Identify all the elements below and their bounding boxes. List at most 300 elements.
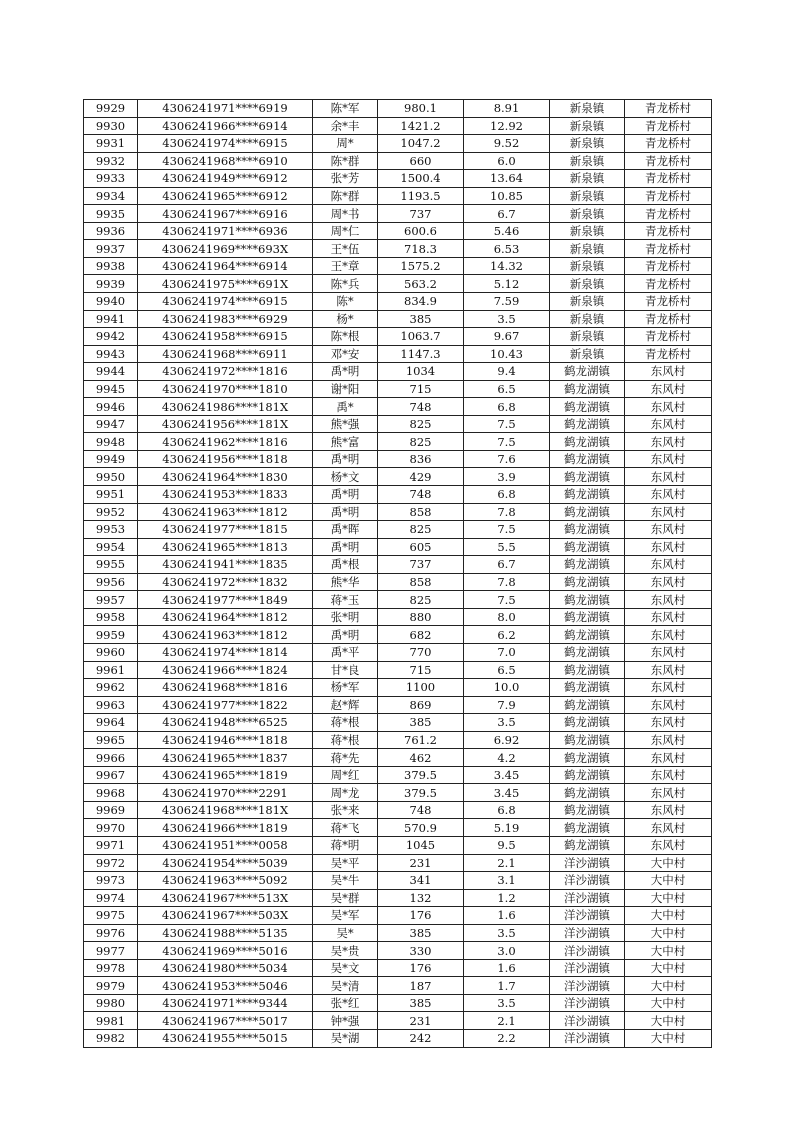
subsidy-cell: 7.6 — [464, 450, 550, 468]
amount-cell: 385 — [378, 924, 464, 942]
row-number-cell: 9973 — [84, 872, 138, 890]
subsidy-cell: 3.0 — [464, 942, 550, 960]
town-cell: 鹤龙湖镇 — [550, 415, 625, 433]
id-number-cell: 4306241969****693X — [138, 240, 313, 258]
subsidy-cell: 7.5 — [464, 433, 550, 451]
town-cell: 洋沙湖镇 — [550, 1012, 625, 1030]
name-cell: 陈*根 — [313, 328, 378, 346]
subsidy-cell: 3.45 — [464, 766, 550, 784]
village-cell: 东风村 — [625, 503, 712, 521]
amount-cell: 1047.2 — [378, 135, 464, 153]
name-cell: 周*仁 — [313, 222, 378, 240]
row-number-cell: 9951 — [84, 486, 138, 504]
amount-cell: 379.5 — [378, 766, 464, 784]
subsidy-cell: 1.2 — [464, 889, 550, 907]
id-number-cell: 4306241941****1835 — [138, 556, 313, 574]
town-cell: 新泉镇 — [550, 117, 625, 135]
village-cell: 大中村 — [625, 942, 712, 960]
town-cell: 洋沙湖镇 — [550, 872, 625, 890]
amount-cell: 869 — [378, 696, 464, 714]
name-cell: 陈*军 — [313, 100, 378, 118]
row-number-cell: 9939 — [84, 275, 138, 293]
amount-cell: 429 — [378, 468, 464, 486]
subsidy-cell: 6.0 — [464, 152, 550, 170]
town-cell: 洋沙湖镇 — [550, 1029, 625, 1047]
id-number-cell: 4306241956****181X — [138, 415, 313, 433]
name-cell: 禹*平 — [313, 643, 378, 661]
id-number-cell: 4306241963****1812 — [138, 626, 313, 644]
table-row — [84, 117, 712, 135]
id-number-cell: 4306241975****691X — [138, 275, 313, 293]
amount-cell: 1100 — [378, 679, 464, 697]
row-number-cell: 9938 — [84, 257, 138, 275]
id-number-cell: 4306241972****1816 — [138, 363, 313, 381]
row-number-cell: 9982 — [84, 1029, 138, 1047]
subsidy-cell: 10.43 — [464, 345, 550, 363]
name-cell: 禹*明 — [313, 538, 378, 556]
table-row — [84, 275, 712, 293]
town-cell: 新泉镇 — [550, 187, 625, 205]
row-number-cell: 9930 — [84, 117, 138, 135]
subsidy-cell: 7.5 — [464, 591, 550, 609]
row-number-cell: 9980 — [84, 994, 138, 1012]
village-cell: 大中村 — [625, 959, 712, 977]
row-number-cell: 9944 — [84, 363, 138, 381]
table-row — [84, 889, 712, 907]
table-row — [84, 310, 712, 328]
subsidy-cell: 6.7 — [464, 556, 550, 574]
subsidy-cell: 7.59 — [464, 293, 550, 311]
id-number-cell: 4306241964****1812 — [138, 608, 313, 626]
id-number-cell: 4306241967****513X — [138, 889, 313, 907]
name-cell: 吴*军 — [313, 907, 378, 925]
amount-cell: 748 — [378, 801, 464, 819]
id-number-cell: 4306241963****5092 — [138, 872, 313, 890]
village-cell: 大中村 — [625, 872, 712, 890]
town-cell: 鹤龙湖镇 — [550, 398, 625, 416]
village-cell: 东风村 — [625, 450, 712, 468]
row-number-cell: 9979 — [84, 977, 138, 995]
name-cell: 陈* — [313, 293, 378, 311]
id-number-cell: 4306241969****5016 — [138, 942, 313, 960]
village-cell: 青龙桥村 — [625, 328, 712, 346]
subsidy-cell: 9.52 — [464, 135, 550, 153]
table-row — [84, 187, 712, 205]
subsidy-cell: 14.32 — [464, 257, 550, 275]
row-number-cell: 9945 — [84, 380, 138, 398]
id-number-cell: 4306241977****1849 — [138, 591, 313, 609]
row-number-cell: 9946 — [84, 398, 138, 416]
town-cell: 鹤龙湖镇 — [550, 696, 625, 714]
table-row — [84, 661, 712, 679]
village-cell: 东风村 — [625, 714, 712, 732]
table-row — [84, 714, 712, 732]
town-cell: 鹤龙湖镇 — [550, 766, 625, 784]
subsidy-cell: 3.5 — [464, 994, 550, 1012]
subsidy-cell: 3.5 — [464, 714, 550, 732]
table-row — [84, 1012, 712, 1030]
village-cell: 东风村 — [625, 626, 712, 644]
village-cell: 东风村 — [625, 836, 712, 854]
id-number-cell: 4306241965****1819 — [138, 766, 313, 784]
village-cell: 东风村 — [625, 380, 712, 398]
table-row — [84, 328, 712, 346]
amount-cell: 880 — [378, 608, 464, 626]
subsidy-cell: 6.8 — [464, 801, 550, 819]
table-row — [84, 784, 712, 802]
amount-cell: 682 — [378, 626, 464, 644]
amount-cell: 570.9 — [378, 819, 464, 837]
row-number-cell: 9966 — [84, 749, 138, 767]
name-cell: 禹*明 — [313, 503, 378, 521]
subsidy-cell: 7.5 — [464, 521, 550, 539]
name-cell: 邓*安 — [313, 345, 378, 363]
table-row — [84, 696, 712, 714]
id-number-cell: 4306241974****6915 — [138, 135, 313, 153]
id-number-cell: 4306241955****5015 — [138, 1029, 313, 1047]
id-number-cell: 4306241968****6911 — [138, 345, 313, 363]
id-number-cell: 4306241970****1810 — [138, 380, 313, 398]
id-number-cell: 4306241954****5039 — [138, 854, 313, 872]
town-cell: 鹤龙湖镇 — [550, 556, 625, 574]
id-number-cell: 4306241974****6915 — [138, 293, 313, 311]
row-number-cell: 9929 — [84, 100, 138, 118]
row-number-cell: 9933 — [84, 170, 138, 188]
row-number-cell: 9931 — [84, 135, 138, 153]
id-number-cell: 4306241971****9344 — [138, 994, 313, 1012]
table-row — [84, 679, 712, 697]
village-cell: 大中村 — [625, 907, 712, 925]
amount-cell: 242 — [378, 1029, 464, 1047]
row-number-cell: 9956 — [84, 573, 138, 591]
table-row — [84, 749, 712, 767]
table-row — [84, 731, 712, 749]
village-cell: 东风村 — [625, 749, 712, 767]
table-row — [84, 907, 712, 925]
subsidy-cell: 2.2 — [464, 1029, 550, 1047]
town-cell: 新泉镇 — [550, 222, 625, 240]
village-cell: 东风村 — [625, 521, 712, 539]
table-row — [84, 521, 712, 539]
subsidy-cell: 5.5 — [464, 538, 550, 556]
town-cell: 新泉镇 — [550, 257, 625, 275]
table-row — [84, 433, 712, 451]
subsidy-cell: 6.92 — [464, 731, 550, 749]
subsidy-cell: 2.1 — [464, 854, 550, 872]
name-cell: 蒋*先 — [313, 749, 378, 767]
id-number-cell: 4306241966****1819 — [138, 819, 313, 837]
town-cell: 新泉镇 — [550, 310, 625, 328]
name-cell: 谢*阳 — [313, 380, 378, 398]
row-number-cell: 9960 — [84, 643, 138, 661]
subsidy-cell: 3.5 — [464, 310, 550, 328]
id-number-cell: 4306241946****1818 — [138, 731, 313, 749]
town-cell: 鹤龙湖镇 — [550, 749, 625, 767]
table-row — [84, 380, 712, 398]
subsidy-cell: 6.7 — [464, 205, 550, 223]
town-cell: 新泉镇 — [550, 100, 625, 118]
name-cell: 吴*湖 — [313, 1029, 378, 1047]
name-cell: 熊*强 — [313, 415, 378, 433]
village-cell: 青龙桥村 — [625, 135, 712, 153]
subsidy-cell: 3.9 — [464, 468, 550, 486]
town-cell: 鹤龙湖镇 — [550, 731, 625, 749]
village-cell: 青龙桥村 — [625, 187, 712, 205]
town-cell: 洋沙湖镇 — [550, 977, 625, 995]
village-cell: 东风村 — [625, 415, 712, 433]
table-row — [84, 977, 712, 995]
village-cell: 大中村 — [625, 1029, 712, 1047]
row-number-cell: 9965 — [84, 731, 138, 749]
subsidy-cell: 9.67 — [464, 328, 550, 346]
town-cell: 鹤龙湖镇 — [550, 468, 625, 486]
town-cell: 鹤龙湖镇 — [550, 573, 625, 591]
name-cell: 陈*兵 — [313, 275, 378, 293]
amount-cell: 176 — [378, 959, 464, 977]
subsidy-cell: 1.6 — [464, 959, 550, 977]
village-cell: 东风村 — [625, 696, 712, 714]
amount-cell: 1147.3 — [378, 345, 464, 363]
subsidy-cell: 6.5 — [464, 380, 550, 398]
row-number-cell: 9981 — [84, 1012, 138, 1030]
town-cell: 鹤龙湖镇 — [550, 538, 625, 556]
amount-cell: 715 — [378, 380, 464, 398]
table-row — [84, 626, 712, 644]
village-cell: 东风村 — [625, 679, 712, 697]
name-cell: 禹* — [313, 398, 378, 416]
table-row — [84, 591, 712, 609]
table-row — [84, 345, 712, 363]
amount-cell: 980.1 — [378, 100, 464, 118]
id-number-cell: 4306241977****1822 — [138, 696, 313, 714]
village-cell: 青龙桥村 — [625, 205, 712, 223]
amount-cell: 825 — [378, 521, 464, 539]
row-number-cell: 9958 — [84, 608, 138, 626]
town-cell: 新泉镇 — [550, 328, 625, 346]
id-number-cell: 4306241953****5046 — [138, 977, 313, 995]
amount-cell: 605 — [378, 538, 464, 556]
row-number-cell: 9935 — [84, 205, 138, 223]
amount-cell: 825 — [378, 591, 464, 609]
amount-cell: 761.2 — [378, 731, 464, 749]
id-number-cell: 4306241988****5135 — [138, 924, 313, 942]
table-row — [84, 152, 712, 170]
amount-cell: 1045 — [378, 836, 464, 854]
amount-cell: 231 — [378, 854, 464, 872]
row-number-cell: 9978 — [84, 959, 138, 977]
id-number-cell: 4306241968****181X — [138, 801, 313, 819]
village-cell: 东风村 — [625, 731, 712, 749]
table-row — [84, 100, 712, 118]
id-number-cell: 4306241971****6919 — [138, 100, 313, 118]
amount-cell: 231 — [378, 1012, 464, 1030]
town-cell: 鹤龙湖镇 — [550, 784, 625, 802]
village-cell: 东风村 — [625, 784, 712, 802]
row-number-cell: 9962 — [84, 679, 138, 697]
amount-cell: 1575.2 — [378, 257, 464, 275]
amount-cell: 1421.2 — [378, 117, 464, 135]
town-cell: 鹤龙湖镇 — [550, 819, 625, 837]
town-cell: 鹤龙湖镇 — [550, 801, 625, 819]
name-cell: 熊*富 — [313, 433, 378, 451]
name-cell: 张*红 — [313, 994, 378, 1012]
row-number-cell: 9970 — [84, 819, 138, 837]
table-row — [84, 415, 712, 433]
id-number-cell: 4306241983****6929 — [138, 310, 313, 328]
row-number-cell: 9977 — [84, 942, 138, 960]
town-cell: 新泉镇 — [550, 152, 625, 170]
village-cell: 青龙桥村 — [625, 170, 712, 188]
subsidy-cell: 8.91 — [464, 100, 550, 118]
town-cell: 洋沙湖镇 — [550, 959, 625, 977]
amount-cell: 1193.5 — [378, 187, 464, 205]
id-number-cell: 4306241967****503X — [138, 907, 313, 925]
id-number-cell: 4306241949****6912 — [138, 170, 313, 188]
table-row — [84, 959, 712, 977]
village-cell: 东风村 — [625, 433, 712, 451]
name-cell: 蒋*根 — [313, 731, 378, 749]
table-row — [84, 503, 712, 521]
table-row — [84, 819, 712, 837]
row-number-cell: 9968 — [84, 784, 138, 802]
table-row — [84, 135, 712, 153]
id-number-cell: 4306241986****181X — [138, 398, 313, 416]
subsidy-cell: 3.45 — [464, 784, 550, 802]
village-cell: 东风村 — [625, 766, 712, 784]
amount-cell: 330 — [378, 942, 464, 960]
village-cell: 大中村 — [625, 854, 712, 872]
row-number-cell: 9955 — [84, 556, 138, 574]
row-number-cell: 9976 — [84, 924, 138, 942]
name-cell: 余*丰 — [313, 117, 378, 135]
village-cell: 东风村 — [625, 538, 712, 556]
name-cell: 周*书 — [313, 205, 378, 223]
row-number-cell: 9959 — [84, 626, 138, 644]
subsidy-cell: 3.1 — [464, 872, 550, 890]
village-cell: 东风村 — [625, 643, 712, 661]
subsidy-cell: 10.85 — [464, 187, 550, 205]
subsidy-cell: 2.1 — [464, 1012, 550, 1030]
row-number-cell: 9969 — [84, 801, 138, 819]
town-cell: 鹤龙湖镇 — [550, 521, 625, 539]
village-cell: 东风村 — [625, 573, 712, 591]
row-number-cell: 9950 — [84, 468, 138, 486]
village-cell: 大中村 — [625, 994, 712, 1012]
row-number-cell: 9937 — [84, 240, 138, 258]
subsidy-cell: 5.46 — [464, 222, 550, 240]
table-row — [84, 222, 712, 240]
town-cell: 鹤龙湖镇 — [550, 836, 625, 854]
row-number-cell: 9974 — [84, 889, 138, 907]
row-number-cell: 9972 — [84, 854, 138, 872]
name-cell: 禹*根 — [313, 556, 378, 574]
town-cell: 鹤龙湖镇 — [550, 661, 625, 679]
id-number-cell: 4306241965****1813 — [138, 538, 313, 556]
town-cell: 洋沙湖镇 — [550, 924, 625, 942]
table-row — [84, 170, 712, 188]
name-cell: 杨*文 — [313, 468, 378, 486]
subsidy-cell: 12.92 — [464, 117, 550, 135]
amount-cell: 176 — [378, 907, 464, 925]
row-number-cell: 9934 — [84, 187, 138, 205]
table-row — [84, 573, 712, 591]
subsidy-cell: 6.5 — [464, 661, 550, 679]
name-cell: 吴*平 — [313, 854, 378, 872]
table-row — [84, 924, 712, 942]
amount-cell: 600.6 — [378, 222, 464, 240]
amount-cell: 825 — [378, 415, 464, 433]
subsidy-cell: 4.2 — [464, 749, 550, 767]
table-row — [84, 468, 712, 486]
id-number-cell: 4306241967****6916 — [138, 205, 313, 223]
town-cell: 鹤龙湖镇 — [550, 679, 625, 697]
id-number-cell: 4306241948****6525 — [138, 714, 313, 732]
amount-cell: 836 — [378, 450, 464, 468]
table-row — [84, 450, 712, 468]
table-row — [84, 766, 712, 784]
village-cell: 东风村 — [625, 363, 712, 381]
amount-cell: 858 — [378, 573, 464, 591]
name-cell: 甘*良 — [313, 661, 378, 679]
table-row — [84, 994, 712, 1012]
row-number-cell: 9948 — [84, 433, 138, 451]
name-cell: 吴*清 — [313, 977, 378, 995]
name-cell: 禹*明 — [313, 626, 378, 644]
table-row — [84, 801, 712, 819]
name-cell: 陈*群 — [313, 152, 378, 170]
table-row — [84, 854, 712, 872]
village-cell: 青龙桥村 — [625, 222, 712, 240]
village-cell: 东风村 — [625, 398, 712, 416]
village-cell: 青龙桥村 — [625, 310, 712, 328]
name-cell: 张*芳 — [313, 170, 378, 188]
name-cell: 陈*群 — [313, 187, 378, 205]
name-cell: 禹*明 — [313, 450, 378, 468]
subsidy-cell: 6.8 — [464, 486, 550, 504]
table-row — [84, 363, 712, 381]
subsidy-cell: 3.5 — [464, 924, 550, 942]
amount-cell: 385 — [378, 310, 464, 328]
row-number-cell: 9971 — [84, 836, 138, 854]
amount-cell: 385 — [378, 994, 464, 1012]
id-number-cell: 4306241965****1837 — [138, 749, 313, 767]
amount-cell: 341 — [378, 872, 464, 890]
id-number-cell: 4306241964****6914 — [138, 257, 313, 275]
row-number-cell: 9941 — [84, 310, 138, 328]
amount-cell: 825 — [378, 433, 464, 451]
subsidy-cell: 7.8 — [464, 573, 550, 591]
town-cell: 鹤龙湖镇 — [550, 380, 625, 398]
town-cell: 鹤龙湖镇 — [550, 608, 625, 626]
row-number-cell: 9947 — [84, 415, 138, 433]
id-number-cell: 4306241956****1818 — [138, 450, 313, 468]
town-cell: 鹤龙湖镇 — [550, 486, 625, 504]
table-row — [84, 872, 712, 890]
row-number-cell: 9957 — [84, 591, 138, 609]
table-row — [84, 257, 712, 275]
id-number-cell: 4306241974****1814 — [138, 643, 313, 661]
subsidy-cell: 7.8 — [464, 503, 550, 521]
subsidy-cell: 10.0 — [464, 679, 550, 697]
town-cell: 新泉镇 — [550, 170, 625, 188]
amount-cell: 385 — [378, 714, 464, 732]
id-number-cell: 4306241966****1824 — [138, 661, 313, 679]
amount-cell: 379.5 — [378, 784, 464, 802]
name-cell: 王*伍 — [313, 240, 378, 258]
table-row — [84, 486, 712, 504]
subsidy-cell: 9.5 — [464, 836, 550, 854]
village-cell: 东风村 — [625, 468, 712, 486]
